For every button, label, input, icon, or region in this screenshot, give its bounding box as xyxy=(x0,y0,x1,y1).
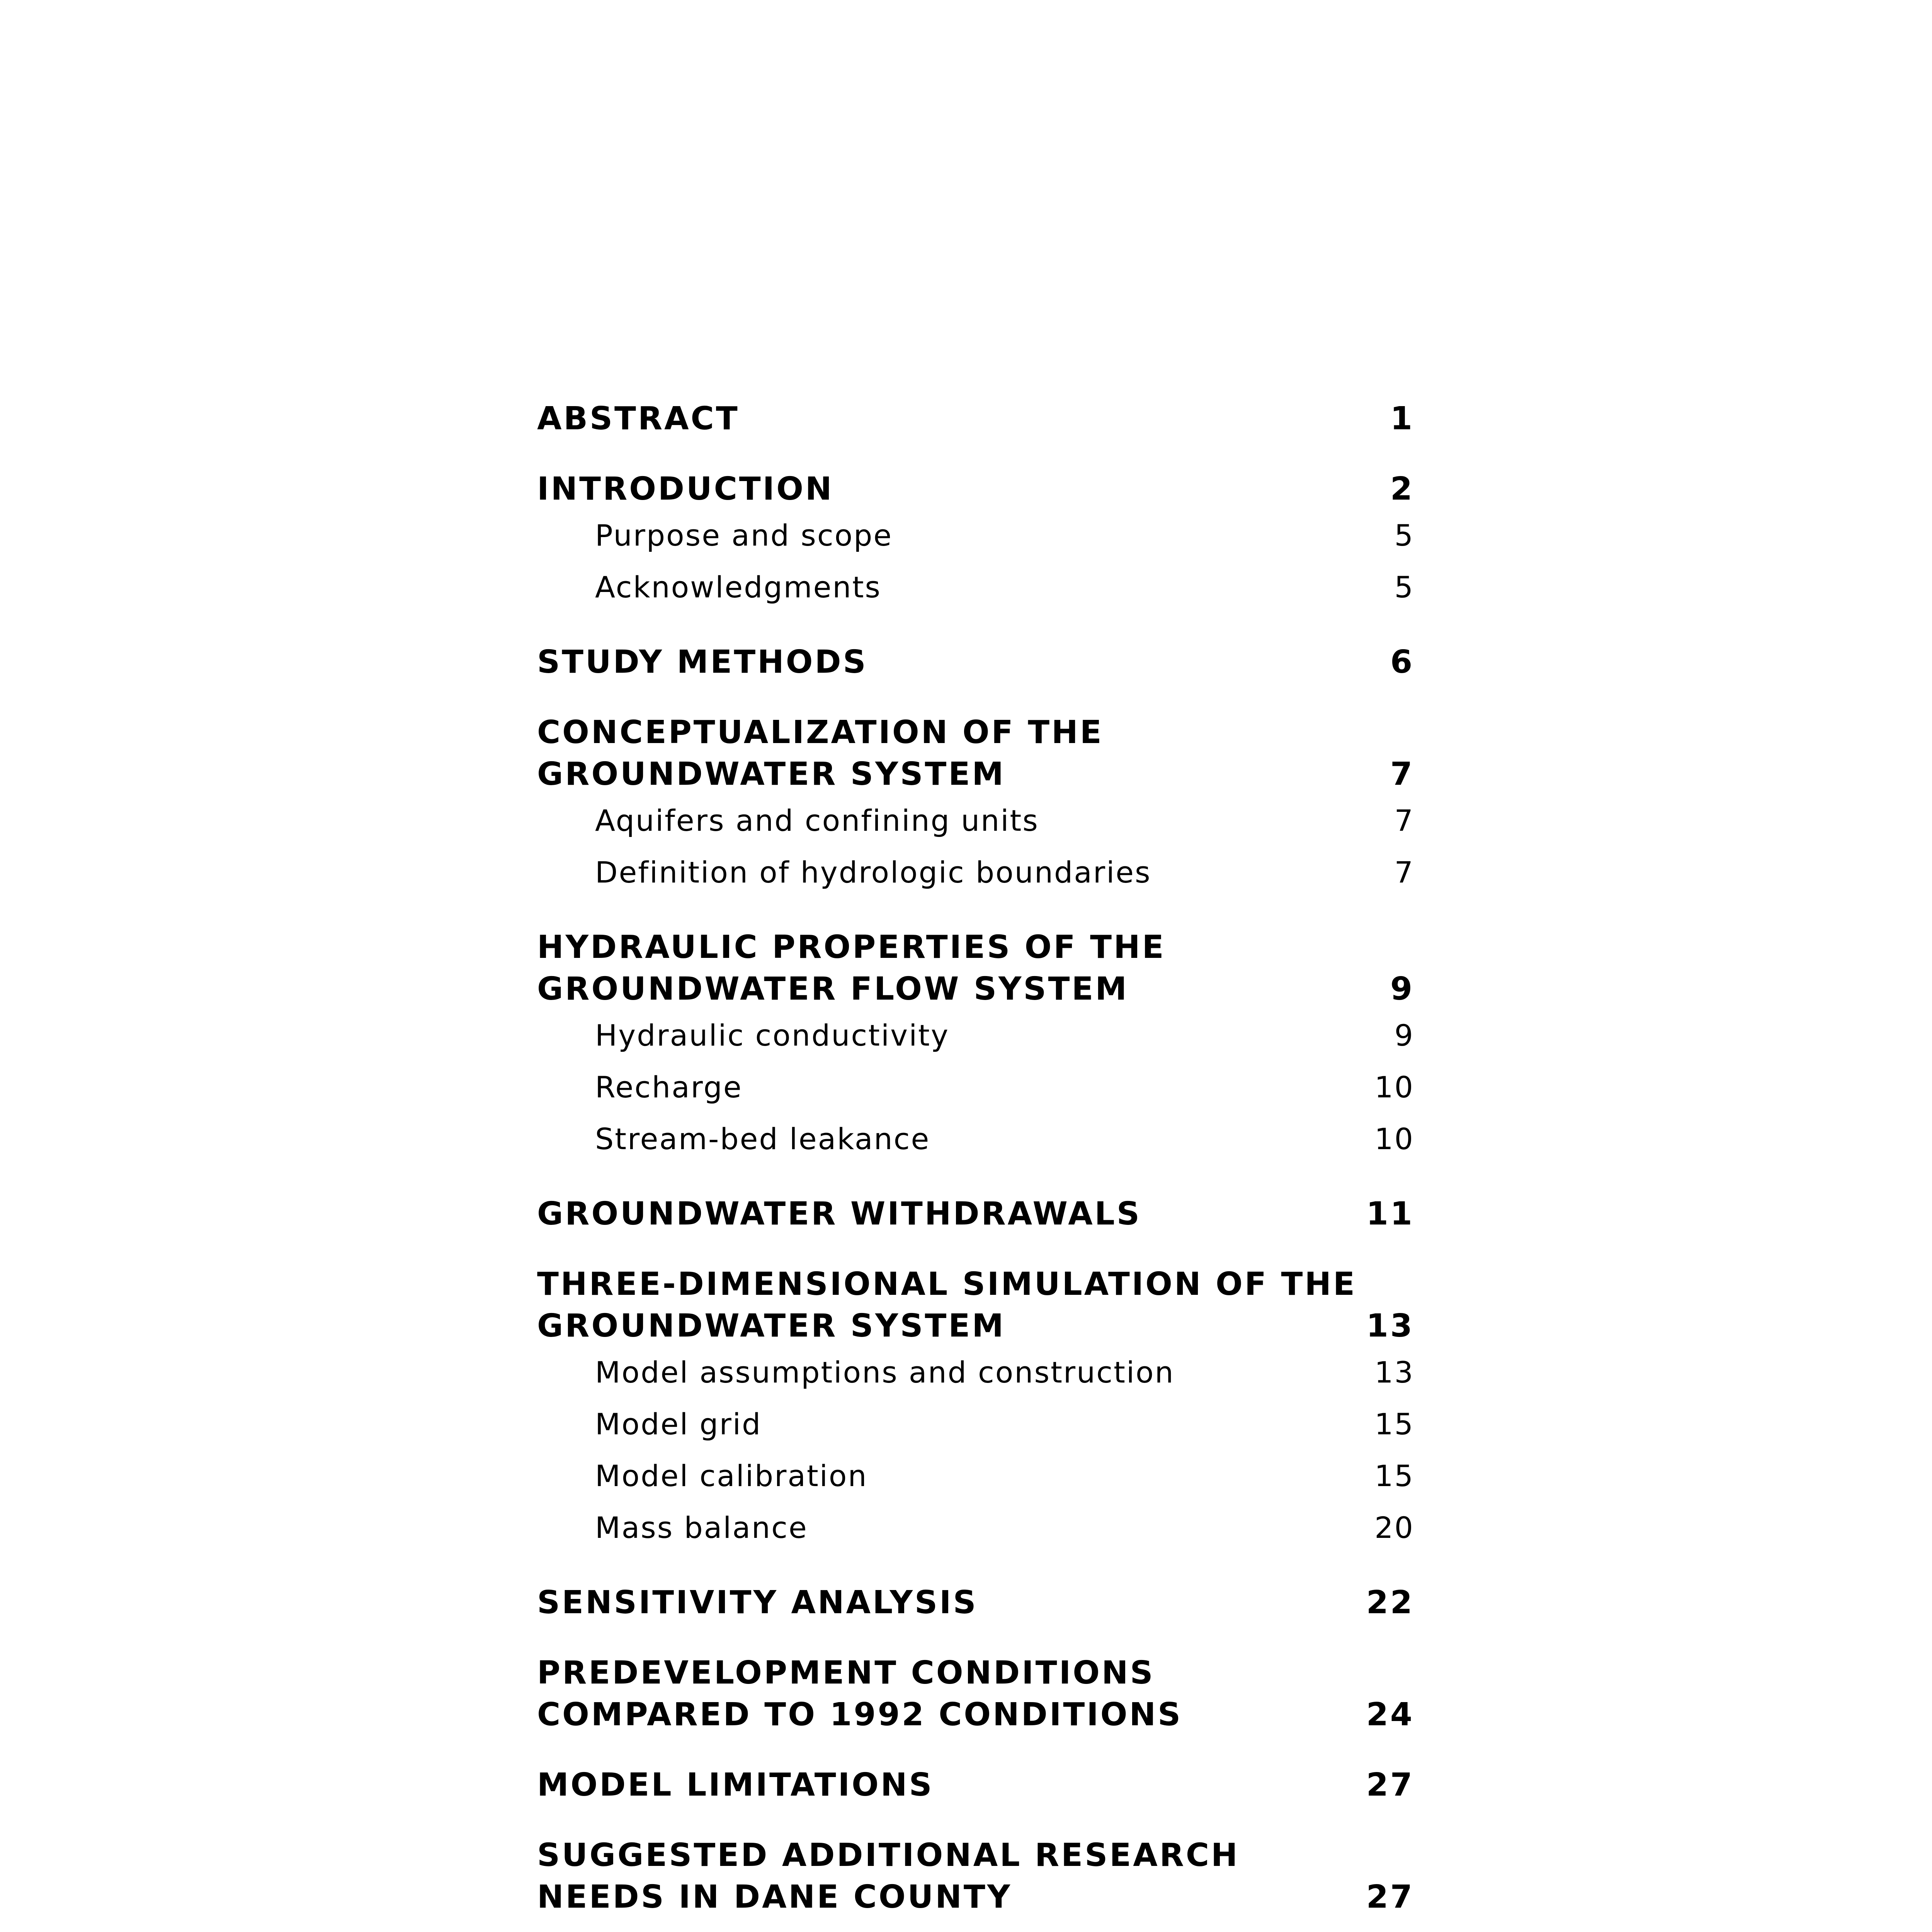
toc-entry-title: PREDEVELOPMENT CONDITIONS xyxy=(537,1655,1155,1691)
toc-page-number: 7 xyxy=(1394,855,1414,889)
toc-entry-title: Recharge xyxy=(595,1070,743,1104)
toc-entry-title: NEEDS IN DANE COUNTY xyxy=(537,1879,1012,1915)
table-of-contents xyxy=(537,398,1414,1932)
toc-entry-title: Aquifers and confining units xyxy=(595,803,1039,838)
toc-subsection-entry xyxy=(537,562,1414,613)
toc-page-number: 7 xyxy=(1394,803,1414,838)
toc-subsection-entry xyxy=(537,1347,1414,1398)
toc-entry-title: Hydraulic conductivity xyxy=(595,1018,949,1053)
toc-section-entry xyxy=(537,468,1414,510)
toc-page-number: 22 xyxy=(1366,1584,1414,1621)
toc-subsection-entry xyxy=(537,1502,1414,1553)
toc-page-number: 5 xyxy=(1394,518,1414,553)
toc-entry-title: COMPARED TO 1992 CONDITIONS xyxy=(537,1696,1183,1733)
toc-page-number: 10 xyxy=(1374,1122,1414,1156)
toc-entry-title: STUDY METHODS xyxy=(537,644,868,680)
toc-entry-title: Model assumptions and construction xyxy=(595,1355,1175,1389)
toc-entry-title: SUGGESTED ADDITIONAL RESEARCH xyxy=(537,1837,1240,1874)
toc-entry-title: HYDRAULIC PROPERTIES OF THE xyxy=(537,929,1166,966)
toc-subsection-entry xyxy=(537,1399,1414,1450)
toc-page-number: 9 xyxy=(1390,971,1414,1007)
toc-page-number: 27 xyxy=(1366,1767,1414,1803)
toc-page-number: 27 xyxy=(1366,1879,1414,1915)
toc-section-entry xyxy=(537,641,1414,683)
toc-page-number: 2 xyxy=(1390,471,1414,507)
toc-entry-title: Acknowledgments xyxy=(595,570,881,604)
toc-subsection-entry xyxy=(537,1451,1414,1502)
toc-entry-title: GROUNDWATER SYSTEM xyxy=(537,1308,1005,1344)
toc-entry-title: Stream-bed leakance xyxy=(595,1122,930,1156)
toc-entry-title: CONCEPTUALIZATION OF THE xyxy=(537,714,1104,751)
toc-section-entry xyxy=(537,1652,1414,1736)
toc-page-number: 24 xyxy=(1366,1696,1414,1733)
toc-section-entry xyxy=(537,1264,1414,1347)
toc-entry-title: Model calibration xyxy=(595,1459,868,1493)
toc-page-number: 11 xyxy=(1366,1196,1414,1232)
toc-section-entry xyxy=(537,1582,1414,1624)
toc-page-number: 5 xyxy=(1394,570,1414,604)
toc-entry-title: Purpose and scope xyxy=(595,518,893,553)
toc-section-entry xyxy=(537,927,1414,1010)
toc-subsection-entry xyxy=(537,1062,1414,1113)
toc-page-number: 20 xyxy=(1374,1510,1414,1545)
toc-page-number: 13 xyxy=(1366,1308,1414,1344)
toc-entry-title: Definition of hydrologic boundaries xyxy=(595,855,1151,889)
toc-section-entry xyxy=(537,712,1414,795)
toc-page-number: 13 xyxy=(1374,1355,1414,1389)
toc-entry-title: MODEL LIMITATIONS xyxy=(537,1767,934,1803)
toc-section-entry xyxy=(537,1764,1414,1806)
toc-entry-title: Model grid xyxy=(595,1407,762,1441)
toc-page-number: 10 xyxy=(1374,1070,1414,1104)
toc-entry-title: SENSITIVITY ANALYSIS xyxy=(537,1584,978,1621)
toc-entry-title: GROUNDWATER SYSTEM xyxy=(537,756,1005,793)
toc-page-number: 1 xyxy=(1390,400,1414,437)
toc-subsection-entry xyxy=(537,847,1414,898)
toc-entry-title: Mass balance xyxy=(595,1510,808,1545)
toc-page-number: 15 xyxy=(1374,1459,1414,1493)
toc-page-number: 9 xyxy=(1394,1018,1414,1053)
toc-section-entry xyxy=(537,398,1414,440)
toc-section-entry xyxy=(537,1835,1414,1918)
toc-page-number: 7 xyxy=(1390,756,1414,793)
toc-subsection-entry xyxy=(537,1114,1414,1165)
toc-page-number: 6 xyxy=(1390,644,1414,680)
toc-entry-title: GROUNDWATER WITHDRAWALS xyxy=(537,1196,1141,1232)
toc-entry-title: THREE-DIMENSIONAL SIMULATION OF THE xyxy=(537,1266,1357,1303)
toc-entry-title: ABSTRACT xyxy=(537,400,740,437)
toc-page-number: 15 xyxy=(1374,1407,1414,1441)
toc-subsection-entry xyxy=(537,1010,1414,1061)
toc-entry-title: INTRODUCTION xyxy=(537,471,834,507)
toc-subsection-entry xyxy=(537,510,1414,561)
toc-subsection-entry xyxy=(537,795,1414,846)
toc-entry-title: GROUNDWATER FLOW SYSTEM xyxy=(537,971,1129,1007)
toc-section-entry xyxy=(537,1193,1414,1235)
